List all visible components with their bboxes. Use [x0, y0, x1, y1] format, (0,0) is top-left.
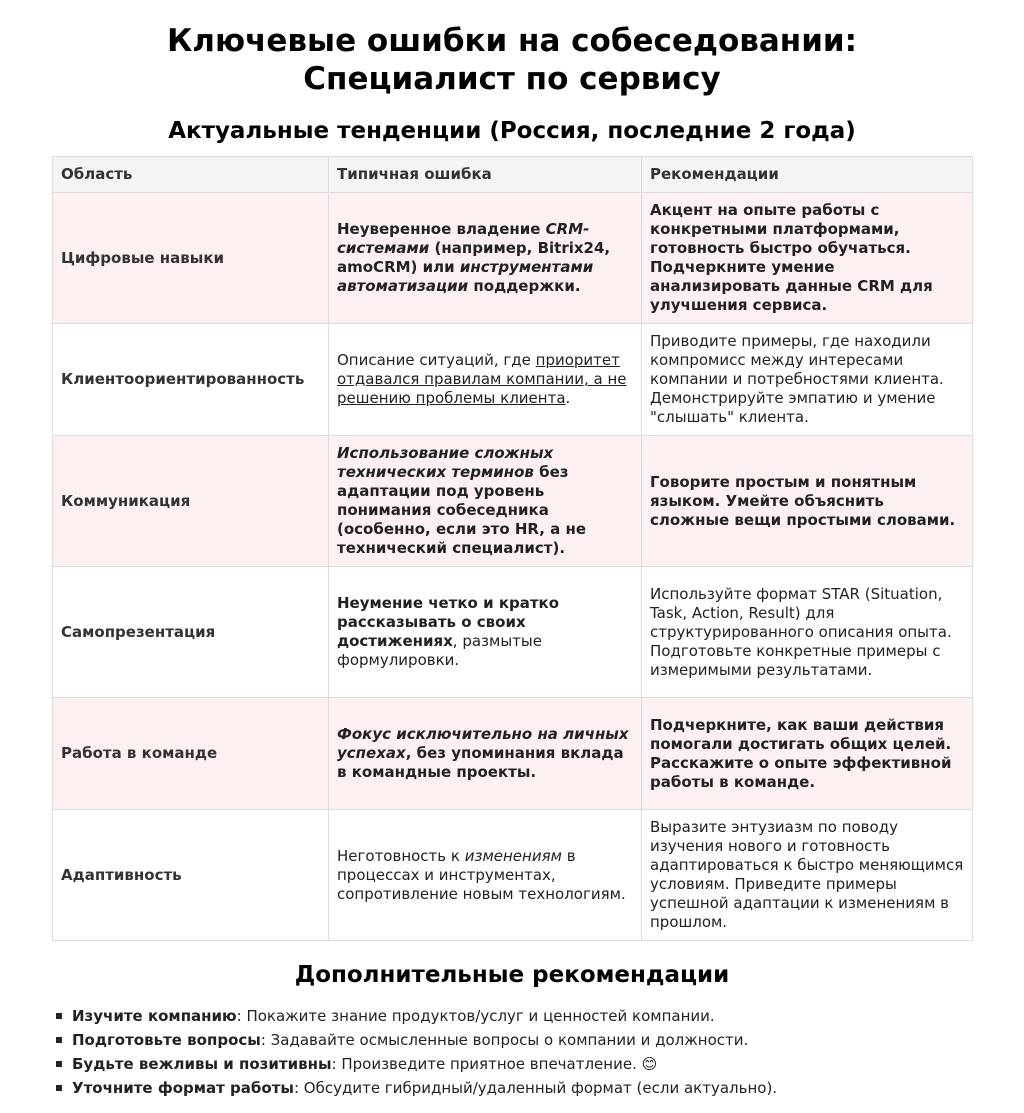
row-recommendation: Выразите энтузиазм по поводу изучения нового и готовность адаптироваться к быстро меняющимся условиям. Приведите примеры успешной адаптации к изменениям в прошлом.	[642, 810, 973, 941]
mistake-emphasis: Неумение четко и кратко рассказывать о своих достижениях	[337, 594, 560, 650]
list-item	[52, 1004, 777, 1028]
trends-heading: Актуальные тенденции (Россия, последние 2 года)	[168, 118, 856, 144]
tip-text: : Покажите знание продуктов/услуг и ценностей компании.	[236, 1007, 715, 1025]
row-mistake	[329, 567, 642, 698]
column-header-mistake: Типичная ошибка	[329, 157, 642, 193]
mistake-text: Неготовность к	[337, 846, 465, 865]
column-header-recommendation: Рекомендации	[642, 157, 973, 193]
tip-title: Будьте вежливы и позитивны	[72, 1055, 332, 1073]
column-header-area: Область	[53, 157, 329, 193]
tip-text: : Задавайте осмысленные вопросы о компании и должности.	[260, 1031, 749, 1049]
row-recommendation: Акцент на опыте работы с конкретными платформами, готовность быстро обучаться. Подчеркните умение анализировать данные CRM для улучшения сервиса.	[642, 193, 973, 324]
table-row	[53, 324, 973, 436]
mistake-underlined: приоритет отдавался правилам компании, а не решению проблемы клиента	[337, 351, 627, 407]
mistake-text: Неуверенное владение	[337, 220, 546, 238]
row-area: Клиентоориентированность	[53, 324, 329, 436]
mistake-text: без адаптации под уровень понимания собеседника (особенно, если это HR, а не технический специалист).	[337, 463, 587, 557]
row-area: Коммуникация	[53, 436, 329, 567]
mistake-emphasis: CRM-системами	[337, 220, 590, 257]
mistake-emphasis: Фокус исключительно на личных успехах	[337, 725, 629, 762]
mistake-text: (например, Bitrix24, amoCRM) или	[337, 239, 611, 276]
row-area: Цифровые навыки	[53, 193, 329, 324]
page-title-line-2: Специалист по сервису	[303, 61, 721, 97]
tip-text: : Произведите приятное впечатление. 😊	[331, 1055, 658, 1073]
tip-title: Уточните формат работы	[72, 1079, 294, 1097]
mistake-text: , размытые формулировки.	[337, 632, 542, 669]
mistake-emphasis: изменениям	[464, 846, 562, 865]
mistakes-table	[52, 156, 973, 941]
page-title-line-1: Ключевые ошибки на собеседовании:	[166, 23, 858, 59]
row-mistake	[329, 324, 642, 436]
row-recommendation: Используйте формат STAR (Situation, Task, Action, Result) для структурированного описания опыта. Подготовьте конкретные примеры с измеримыми результатами.	[642, 567, 973, 698]
table-row	[53, 193, 973, 324]
tip-title: Изучите компанию	[72, 1007, 237, 1025]
mistake-text: , без упоминания вклада в командные проекты.	[337, 744, 624, 781]
mistake-emphasis: инструментами автоматизации	[337, 258, 594, 295]
row-mistake	[329, 810, 642, 941]
mistake-emphasis: Использование сложных технических терминов	[337, 444, 554, 481]
tip-title: Подготовьте вопросы	[72, 1031, 261, 1049]
mistake-text: поддержки.	[468, 277, 581, 295]
row-recommendation: Приводите примеры, где находили компромисс между интересами компании и потребностями клиента. Демонстрируйте эмпатию и умение "слышать" клиента.	[642, 324, 973, 436]
row-area: Работа в команде	[53, 698, 329, 810]
tip-text: : Обсудите гибридный/удаленный формат (если актуально).	[293, 1079, 778, 1097]
row-area: Адаптивность	[53, 810, 329, 941]
row-area: Самопрезентация	[53, 567, 329, 698]
row-mistake	[329, 698, 642, 810]
tips-list	[52, 1004, 777, 1100]
table-row	[53, 436, 973, 567]
row-recommendation: Говорите простым и понятным языком. Умейте объяснить сложные вещи простыми словами.	[642, 436, 973, 567]
mistake-text: Описание ситуаций, где	[337, 351, 536, 369]
mistake-text: в процессах и инструментах, сопротивление новым технологиям.	[337, 846, 626, 903]
table-row	[53, 698, 973, 810]
row-mistake	[329, 436, 642, 567]
list-item	[52, 1052, 777, 1076]
row-recommendation: Подчеркните, как ваши действия помогали достигать общих целей. Расскажите о опыте эффективной работы в команде.	[642, 698, 973, 810]
table-row	[53, 567, 973, 698]
extra-recommendations-heading: Дополнительные рекомендации	[294, 962, 730, 988]
page-title	[0, 22, 1024, 98]
mistake-text: .	[565, 389, 571, 407]
list-item	[52, 1028, 777, 1052]
list-item	[52, 1076, 777, 1100]
table-header-row	[53, 157, 973, 193]
row-mistake	[329, 193, 642, 324]
table-row	[53, 810, 973, 941]
